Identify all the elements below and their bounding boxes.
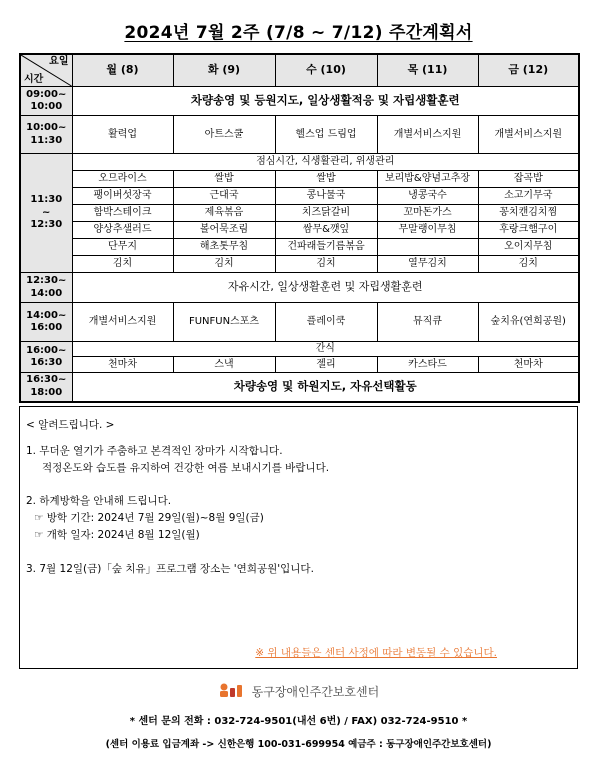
page-title: 2024년 7월 2주 (7/8 ~ 7/12) 주간계획서 <box>124 23 473 43</box>
menu-cell: 단무지 <box>72 239 173 256</box>
menu-cell: 김치 <box>275 256 377 273</box>
notice-item: 3. 7월 12일(금)「숲 치유」프로그램 장소는 '연희공원'입니다. <box>26 563 314 575</box>
time-cell: 10:00~ 11:30 <box>20 116 72 154</box>
menu-cell: 냉콩국수 <box>377 188 478 205</box>
contact-info: * 센터 문의 전화 : 032-724-9501(내선 6번) / FAX) 032-724-9510 * <box>129 716 468 727</box>
corner-cell <box>20 54 72 87</box>
notice-warning: ※ 위 내용들은 센터 사정에 따라 변동될 수 있습니다. <box>255 647 497 659</box>
table-row <box>20 342 579 357</box>
menu-cell: 쌀밥 <box>173 171 275 188</box>
activity-cell: 뮤직큐 <box>377 303 478 342</box>
center-name: 동구장애인주간보호센터 <box>251 685 380 699</box>
lunch-header: 점심시간, 식생활관리, 위생관리 <box>72 154 579 171</box>
menu-row <box>20 256 579 273</box>
center-logo-icon <box>218 682 244 701</box>
table-row <box>20 303 579 342</box>
menu-cell: 김치 <box>173 256 275 273</box>
time-cell: 16:30~ 18:00 <box>20 373 72 402</box>
menu-cell: 후랑크햄구이 <box>478 222 579 239</box>
day-header-wed: 수 (10) <box>275 54 377 87</box>
day-header-fri: 금 (12) <box>478 54 579 87</box>
notice-item: 적정온도와 습도를 유지하여 건강한 여름 보내시기를 바랍니다. <box>42 462 330 474</box>
activity-cell: 차량송영 및 하원지도, 자유선택활동 <box>72 373 579 402</box>
activity-cell: 자유시간, 일상생활훈련 및 자립생활훈련 <box>72 273 579 303</box>
menu-cell: 치즈닭갈비 <box>275 205 377 222</box>
menu-cell: 열무김치 <box>377 256 478 273</box>
time-cell: 14:00~ 16:00 <box>20 303 72 342</box>
activity-cell: 아트스쿨 <box>173 116 275 154</box>
snack-cell: 젤리 <box>275 357 377 373</box>
time-cell: 12:30~ 14:00 <box>20 273 72 303</box>
activity-cell: 개별서비스지원 <box>377 116 478 154</box>
account-info: (센터 이용료 입금계좌 -> 신한은행 100-031-699954 예금주 : 동구장애인주간보호센터) <box>105 739 492 750</box>
menu-cell <box>377 239 478 256</box>
snack-cell: 카스타드 <box>377 357 478 373</box>
notice-item: ☞ 방학 기간: 2024년 7월 29일(월)~8월 9일(금) <box>34 512 264 524</box>
notice-item: ☞ 개학 일자: 2024년 8월 12일(월) <box>34 529 200 541</box>
menu-cell: 김치 <box>478 256 579 273</box>
table-row <box>20 373 579 402</box>
time-cell: 09:00~ 10:00 <box>20 87 72 116</box>
activity-cell: 개별서비스지원 <box>72 303 173 342</box>
snack-cell: 천마차 <box>478 357 579 373</box>
menu-cell: 오므라이스 <box>72 171 173 188</box>
menu-row <box>20 171 579 188</box>
weekly-plan-table <box>19 53 580 403</box>
activity-cell: 활력업 <box>72 116 173 154</box>
menu-cell: 오이지무침 <box>478 239 579 256</box>
snack-header: 간식 <box>72 342 579 357</box>
day-header-mon: 월 (8) <box>72 54 173 87</box>
menu-cell: 함박스테이크 <box>72 205 173 222</box>
table-header-row <box>20 54 579 87</box>
menu-row <box>20 188 579 205</box>
table-row <box>20 87 579 116</box>
activity-cell: 차량송영 및 등원지도, 일상생활적응 및 자립생활훈련 <box>72 87 579 116</box>
menu-cell: 잡곡밥 <box>478 171 579 188</box>
menu-cell: 꼬마돈가스 <box>377 205 478 222</box>
menu-cell: 제육볶음 <box>173 205 275 222</box>
day-header-thu: 목 (11) <box>377 54 478 87</box>
menu-cell: 소고기무국 <box>478 188 579 205</box>
menu-row <box>20 205 579 222</box>
menu-cell: 양상추샐러드 <box>72 222 173 239</box>
activity-cell: 개별서비스지원 <box>478 116 579 154</box>
menu-cell: 팽이버섯장국 <box>72 188 173 205</box>
menu-cell: 무말랭이무침 <box>377 222 478 239</box>
menu-cell: 쌀밥 <box>275 171 377 188</box>
snack-cell: 천마차 <box>72 357 173 373</box>
menu-cell: 콩나물국 <box>275 188 377 205</box>
menu-cell: 건파래들기름볶음 <box>275 239 377 256</box>
table-row <box>20 154 579 171</box>
activity-cell: 헬스업 드림업 <box>275 116 377 154</box>
activity-cell: 플레이쿡 <box>275 303 377 342</box>
activity-cell: FUNFUN스포츠 <box>173 303 275 342</box>
menu-cell: 꽁치캔김치찜 <box>478 205 579 222</box>
snack-row <box>20 357 579 373</box>
snack-cell: 스낵 <box>173 357 275 373</box>
time-cell: 16:00~ 16:30 <box>20 342 72 373</box>
corner-day-label: 요일 <box>49 56 69 67</box>
center-logo <box>0 682 597 701</box>
menu-cell: 볼어묵조림 <box>173 222 275 239</box>
menu-cell: 보리밥&양념고추장 <box>377 171 478 188</box>
notice-box <box>19 406 578 669</box>
menu-cell: 쌈무&깻잎 <box>275 222 377 239</box>
activity-cell: 숲치유(연희공원) <box>478 303 579 342</box>
menu-cell: 해초톳무침 <box>173 239 275 256</box>
menu-cell: 김치 <box>72 256 173 273</box>
menu-cell: 근대국 <box>173 188 275 205</box>
time-cell: 11:30 ~ 12:30 <box>20 154 72 273</box>
notice-item: 1. 무더운 열기가 주춤하고 본격적인 장마가 시작합니다. <box>26 445 283 457</box>
menu-row <box>20 239 579 256</box>
day-header-tue: 화 (9) <box>173 54 275 87</box>
notice-item: 2. 하계방학을 안내해 드립니다. <box>26 495 172 507</box>
corner-time-label: 시간 <box>24 73 44 85</box>
table-row <box>20 273 579 303</box>
table-row <box>20 116 579 154</box>
notice-heading: < 알려드립니다. > <box>26 419 115 431</box>
menu-row <box>20 222 579 239</box>
